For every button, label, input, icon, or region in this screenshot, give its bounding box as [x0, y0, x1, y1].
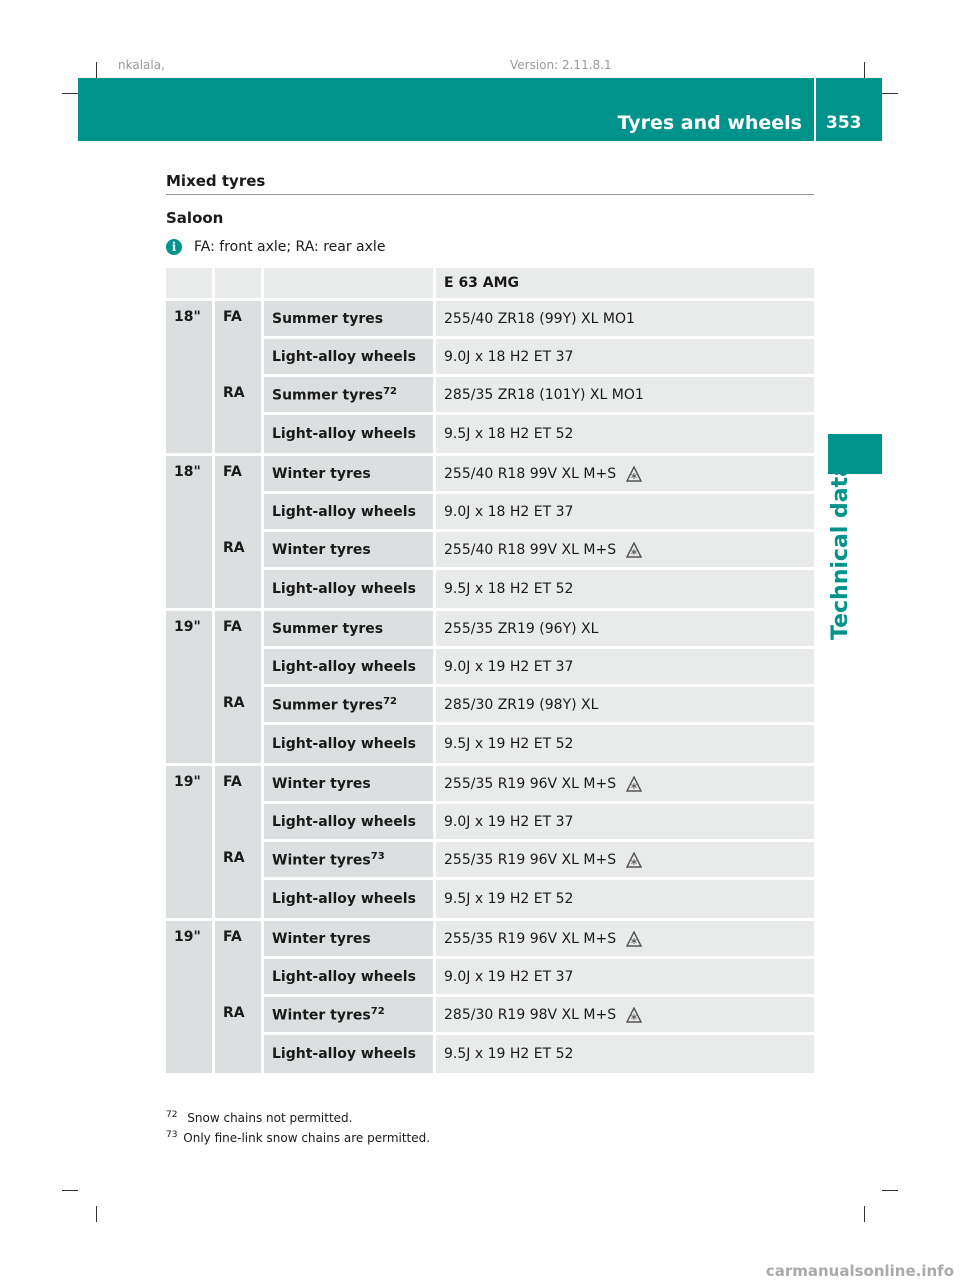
footnote-ref: 72 [370, 1005, 385, 1017]
snowflake-mountain-icon [626, 466, 642, 482]
footnote-73 [166, 1130, 430, 1145]
item-cell: Light-alloy wheels [264, 339, 436, 377]
header-cell [215, 268, 264, 301]
table-header-row [166, 268, 814, 301]
value-text: 9.0J x 18 H2 ET 37 [444, 348, 574, 365]
rim-size-cell [166, 880, 215, 921]
value-cell [436, 687, 814, 725]
table-row [166, 959, 814, 997]
value-cell [436, 766, 814, 804]
rim-size-cell [166, 959, 215, 997]
value-text: 255/35 R19 96V XL M+S [444, 930, 617, 947]
value-text: 285/30 ZR19 (98Y) XL [444, 696, 599, 713]
axle-cell [215, 649, 264, 687]
section-rule [166, 194, 814, 195]
axle-cell: RA [215, 377, 264, 415]
footnote-72 [166, 1110, 352, 1125]
watermark: carmanualsonline.info [765, 1262, 954, 1280]
rim-size-cell [166, 494, 215, 532]
value-cell [436, 456, 814, 494]
footnote-ref: 73 [370, 850, 385, 862]
snowflake-mountain-icon [626, 1007, 642, 1023]
table-row [166, 921, 814, 959]
version-left: nkalala, [118, 58, 165, 72]
table-row [166, 494, 814, 532]
table-row [166, 377, 814, 415]
section-heading: Mixed tyres [166, 172, 266, 190]
footnote-ref: 72 [383, 695, 397, 707]
item-cell: Summer tyres [264, 611, 436, 649]
table-row [166, 766, 814, 804]
rim-size-cell: 18" [166, 456, 215, 494]
axle-cell [215, 415, 264, 456]
table-row [166, 532, 814, 570]
table-row [166, 997, 814, 1035]
footnote-text: Only fine-link snow chains are permitted. [183, 1131, 431, 1145]
value-cell [436, 997, 814, 1035]
axle-cell [215, 725, 264, 766]
value-cell [436, 880, 814, 921]
axle-cell [215, 959, 264, 997]
rim-size-cell: 19" [166, 921, 215, 959]
side-label: Technical data [828, 462, 853, 640]
value-text: 255/35 ZR19 (96Y) XL [444, 620, 599, 637]
axle-cell [215, 1035, 264, 1076]
value-text: 9.0J x 18 H2 ET 37 [444, 503, 574, 520]
value-text: 255/40 ZR18 (99Y) XL MO1 [444, 310, 635, 327]
version-center: Version: 2.11.8.1 [510, 58, 612, 72]
item-cell: Light-alloy wheels [264, 649, 436, 687]
axle-cell [215, 494, 264, 532]
snowflake-mountain-icon [626, 776, 642, 792]
rim-size-cell [166, 1035, 215, 1076]
rim-size-cell: 19" [166, 611, 215, 649]
footnote-text: Snow chains not permitted. [187, 1111, 353, 1125]
item-cell: Light-alloy wheels [264, 880, 436, 921]
crop-mark [882, 93, 898, 94]
axle-cell: FA [215, 921, 264, 959]
footnote-number: 72 [166, 1110, 178, 1120]
info-icon: i [166, 239, 182, 255]
table-row [166, 880, 814, 921]
value-cell [436, 1035, 814, 1076]
value-text: 285/35 ZR18 (101Y) XL MO1 [444, 386, 644, 403]
rim-size-cell [166, 649, 215, 687]
value-text: 255/40 R18 99V XL M+S [444, 465, 617, 482]
rim-size-cell [166, 377, 215, 415]
value-cell [436, 415, 814, 456]
item-cell: Light-alloy wheels [264, 570, 436, 611]
crop-mark [62, 93, 78, 94]
value-cell [436, 377, 814, 415]
crop-mark [864, 62, 865, 78]
header-cell [264, 268, 436, 301]
item-cell: Summer tyres [264, 301, 436, 339]
rim-size-cell: 19" [166, 766, 215, 804]
table-row [166, 687, 814, 725]
value-text: 9.5J x 19 H2 ET 52 [444, 891, 574, 907]
table-row [166, 725, 814, 766]
axle-cell: RA [215, 687, 264, 725]
axle-cell: FA [215, 456, 264, 494]
subheading: Saloon [166, 209, 224, 227]
table-row [166, 1035, 814, 1076]
rim-size-cell [166, 842, 215, 880]
snowflake-mountain-icon [626, 542, 642, 558]
axle-cell [215, 804, 264, 842]
axle-cell: RA [215, 532, 264, 570]
value-cell [436, 725, 814, 766]
value-text: 9.5J x 19 H2 ET 52 [444, 736, 574, 752]
table-row [166, 804, 814, 842]
axle-cell [215, 339, 264, 377]
crop-mark [864, 1206, 865, 1222]
axle-cell [215, 880, 264, 921]
page-number: 353 [826, 113, 862, 133]
value-text: 255/40 R18 99V XL M+S [444, 541, 617, 558]
rim-size-cell: 18" [166, 301, 215, 339]
rim-size-cell [166, 532, 215, 570]
item-cell: Light-alloy wheels [264, 415, 436, 456]
footnote-ref: 72 [383, 385, 397, 397]
item-cell: Summer tyres$^{72}$ [264, 687, 436, 725]
rim-size-cell [166, 687, 215, 725]
crop-mark [62, 1190, 78, 1191]
table-row [166, 570, 814, 611]
rim-size-cell [166, 339, 215, 377]
snowflake-mountain-icon [626, 852, 642, 868]
item-cell: Winter tyres [264, 921, 436, 959]
table-row [166, 611, 814, 649]
item-cell: Winter tyres [264, 456, 436, 494]
rim-size-cell [166, 804, 215, 842]
axle-cell [215, 570, 264, 611]
item-cell: Light-alloy wheels [264, 804, 436, 842]
table-row [166, 301, 814, 339]
table-row [166, 842, 814, 880]
rim-size-cell [166, 415, 215, 456]
header-cell [166, 268, 215, 301]
rim-size-cell [166, 997, 215, 1035]
item-cell: Winter tyres [264, 766, 436, 804]
tyres-table [166, 268, 814, 1076]
item-cell: Light-alloy wheels [264, 725, 436, 766]
item-cell: Light-alloy wheels [264, 1035, 436, 1076]
snowflake-mountain-icon [626, 931, 642, 947]
info-text: FA: front axle; RA: rear axle [194, 239, 386, 255]
table-row [166, 339, 814, 377]
value-cell [436, 611, 814, 649]
value-text: 285/30 R19 98V XL M+S [444, 1006, 617, 1023]
value-cell [436, 494, 814, 532]
header-divider [814, 78, 816, 141]
value-cell [436, 959, 814, 997]
value-cell [436, 921, 814, 959]
crop-mark [882, 1190, 898, 1191]
value-cell [436, 649, 814, 687]
value-text: 255/35 R19 96V XL M+S [444, 775, 617, 792]
axle-cell: RA [215, 997, 264, 1035]
item-cell: Summer tyres$^{72}$ [264, 377, 436, 415]
column-header: E 63 AMG [436, 268, 814, 301]
value-cell [436, 804, 814, 842]
value-text: 9.5J x 19 H2 ET 52 [444, 1046, 574, 1062]
value-text: 9.5J x 18 H2 ET 52 [444, 581, 574, 597]
axle-cell: FA [215, 766, 264, 804]
value-text: 255/35 R19 96V XL M+S [444, 851, 617, 868]
value-text: 9.5J x 18 H2 ET 52 [444, 426, 574, 442]
value-cell [436, 339, 814, 377]
axle-cell: FA [215, 611, 264, 649]
rim-size-cell [166, 725, 215, 766]
value-text: 9.0J x 19 H2 ET 37 [444, 658, 574, 675]
item-cell: Winter tyres$^{73}$ [264, 842, 436, 880]
header-title: Tyres and wheels [617, 112, 802, 134]
item-cell: Light-alloy wheels [264, 494, 436, 532]
rim-size-cell [166, 570, 215, 611]
crop-mark [96, 1206, 97, 1222]
value-cell [436, 532, 814, 570]
value-text: 9.0J x 19 H2 ET 37 [444, 813, 574, 830]
item-cell: Light-alloy wheels [264, 959, 436, 997]
footnote-number: 73 [166, 1130, 178, 1140]
table-row [166, 456, 814, 494]
item-cell: Winter tyres [264, 532, 436, 570]
table-row [166, 649, 814, 687]
value-cell [436, 301, 814, 339]
value-cell [436, 842, 814, 880]
table-row [166, 415, 814, 456]
item-cell: Winter tyres$^{72}$ [264, 997, 436, 1035]
axle-cell: RA [215, 842, 264, 880]
value-cell [436, 570, 814, 611]
crop-mark [96, 62, 97, 78]
value-text: 9.0J x 19 H2 ET 37 [444, 968, 574, 985]
axle-cell: FA [215, 301, 264, 339]
info-row [166, 239, 385, 255]
